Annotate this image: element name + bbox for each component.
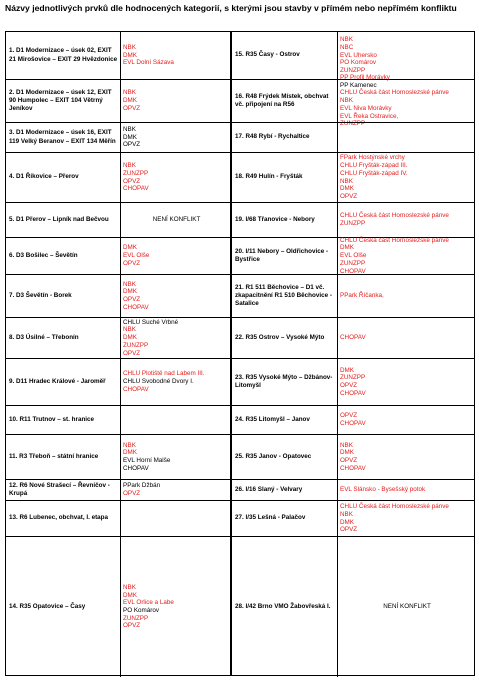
conflict-item: PP Profil Morávky [340,74,390,82]
conflict-list [337,153,474,202]
project-name [232,153,337,202]
project-name-text: 15. R35 Časy - Ostrov [235,51,300,59]
project-name-text: 28. I/42 Brno VMO Žabovřeská I. [235,602,331,610]
conflict-item: CHLU Česká část Hornoslezské pánve [340,503,449,511]
conflict-item: DMK [340,449,354,457]
project-name-text: 11. R3 Třeboň – státní hranice [9,452,99,460]
project-name-text: 2. D1 Modernizace – úsek 12, EXIT 90 Humpolec – EXIT 104 Větrný Jeníkov [9,88,112,113]
project-name-text: 22. R35 Ostrov – Vysoké Mýto [235,333,325,341]
table-row [232,405,474,434]
conflict-item: DMK [340,518,354,526]
project-name-text: 13. R6 Lubenec, obchvat, I. etapa [9,514,109,522]
conflict-item: CHLU Fryšták-západ III. [340,162,408,170]
project-name-text: 27. I/35 Lešná - Palačov [235,514,306,522]
project-name-text: 1. D1 Modernizace – úsek 02, EXIT 21 Mirošovice – EXIT 29 Hvězdonice [9,47,118,63]
conflict-item: CHOPAV [123,303,149,311]
conflict-item: CHOPAV [340,420,366,427]
table-row [232,274,474,317]
table-row [6,536,230,677]
conflict-item: ZUNZPP [340,259,366,267]
project-name-text: 14. R35 Opatovice – Časy [9,602,86,610]
project-name-text: 12. R6 Nové Strašecí – Řevničov - Krupá [9,481,110,497]
project-name-text: 7. D3 Ševětín - Borek [9,291,72,299]
project-name-text: 4. D1 Říkovice – Přerov [9,173,79,181]
conflict-list [337,32,474,79]
table-row [6,434,230,479]
conflict-item: NBK [123,43,136,51]
table-row [232,32,474,79]
conflict-item: DMK [340,366,354,374]
conflict-item: DMK [123,591,137,599]
conflict-item: CHLU Svobodné Dvory I. [123,378,194,386]
project-name [6,406,120,434]
conflict-item: DMK [340,244,354,252]
conflict-list [337,318,474,358]
conflict-list [120,32,230,79]
project-name-text: 6. D3 Bošilec – Ševětín [9,251,78,259]
table-row [6,405,230,434]
table-row [6,122,230,152]
project-name [232,537,337,677]
conflict-item: EVL Orlice a Labe [123,599,174,607]
conflict-list [120,480,230,500]
table-row [232,317,474,358]
conflict-list [337,203,474,237]
table-row [232,237,474,274]
project-name [6,238,120,274]
project-name-text: 23. R35 Vysoké Mýto – Džbánov-Litomyšl [235,373,333,389]
table-row [6,317,230,358]
project-name [232,501,337,536]
conflict-list [120,275,230,317]
project-name [6,275,120,317]
conflict-item: NBK [123,280,136,288]
project-name [232,480,337,500]
conflict-list [337,537,474,677]
conflict-item: NBK [340,441,353,449]
conflict-list [120,501,230,536]
conflict-item: PPark Říčanka, [340,292,384,300]
conflict-item: OPVZ [340,457,358,464]
conflict-table [5,31,475,676]
project-name-text: 8. D3 Úsilné – Třebonín [9,333,79,341]
conflict-item: OPVZ [123,490,141,497]
project-name-text: 18. R49 Hulín - Fryšták [235,173,303,181]
project-name [6,537,120,677]
conflict-list [120,435,230,479]
conflict-item: CHOPAV [123,385,149,393]
table-row [6,79,230,122]
conflict-item: CHOPAV [340,334,366,342]
conflict-item: DMK [123,449,137,457]
conflict-item: DMK [123,133,137,141]
conflict-item: EVL Řeka Ostravice, [340,112,399,120]
conflict-item: CHOPAV [340,389,366,397]
conflict-item: PO Komárov [123,607,160,614]
conflict-item: OPVZ [123,177,141,185]
conflict-list [337,480,474,500]
project-name-text: 26. I/16 Slaný - Velvary [235,485,303,493]
conflict-list [337,74,474,128]
conflict-item: CHOPAV [340,464,366,472]
table-row [6,202,230,237]
conflict-item: OPVZ [123,141,141,149]
conflict-item: OPVZ [123,622,141,630]
conflict-item: NBK [123,441,136,449]
conflict-item: NBK [340,177,353,185]
table-row [6,500,230,536]
project-name [6,501,120,536]
project-name [6,80,120,122]
conflict-item: ZUNZPP [123,614,149,622]
project-name-text: 9. D11 Hradec Králové - Jaroměř [9,377,106,385]
conflict-list [337,501,474,536]
no-conflict-label: NENÍ KONFLIKT [152,216,201,224]
project-name [6,318,120,358]
document-title: Názvy jednotlivých prvků dle hodnocených kategorií, s kterými jsou stavby v přímém nebo nepřímém konfliktu [5,3,457,13]
conflict-list [337,435,474,479]
no-conflict-label: NENÍ KONFLIKT [383,603,431,611]
project-name-text: 5. D1 Přerov – Lipník nad Bečvou [9,215,109,223]
conflict-list [120,80,230,122]
conflict-item: NBK [340,510,353,518]
project-name-text: 16. R48 Frýdek Místek, obchvat vč. připojení na R56 [235,92,329,108]
conflict-list [120,537,230,677]
table-row [232,536,474,677]
conflict-item: ZUNZPP [123,169,149,177]
project-name-text: 17. R48 Rybí - Rychaltice [235,133,310,141]
conflict-item: NBK [123,125,136,133]
conflict-item: OPVZ [340,192,358,200]
table-row [6,237,230,274]
conflict-item: NBC [340,43,354,51]
conflict-list [120,238,230,274]
project-name [6,480,120,500]
conflict-item: NBK [123,162,136,170]
project-name [6,32,120,79]
project-name [6,153,120,202]
project-name-text: 25. R35 Janov - Opatovec [235,452,312,460]
conflict-list [120,406,230,434]
table-row [232,434,474,479]
table-row [6,479,230,500]
conflict-item: PP Kamenec [340,81,377,89]
conflict-item: DMK [123,288,137,296]
conflict-item: EVL Niva Morávky [340,104,392,112]
conflict-item: FPark Hostýnské vrchy [340,154,405,162]
conflict-list [337,275,474,317]
conflict-item: DMK [123,51,137,59]
conflict-list [120,153,230,202]
conflict-item: EVL Dolní Sázava [123,59,174,67]
table-row [232,479,474,500]
table-row [6,274,230,317]
conflict-item: PPark Džbán [123,482,161,490]
conflict-item: OPVZ [340,526,358,534]
project-name [232,359,337,405]
conflict-list [120,123,230,152]
table-row [6,152,230,202]
conflict-item: CHOPAV [123,464,149,472]
project-name [6,359,120,405]
project-name [232,275,337,317]
conflict-item: ZUNZPP [340,120,366,128]
conflict-item: CHOPAV [123,185,149,193]
table-row [6,32,230,79]
conflict-item: NBK [340,36,353,44]
table-row [232,152,474,202]
project-name-text: 21. R1 511 Běchovice – D1 vč. zkapacitnění R1 510 Běchovice - Satalice [235,283,332,308]
conflict-item: OPVZ [340,412,358,420]
project-name [232,238,337,274]
conflict-item: EVL Slánsko - Bysešský potok [340,486,426,494]
conflict-item: NBK [340,97,353,105]
conflict-item: OPVZ [123,104,141,112]
project-name-text: 20. I/11 Nebory – Oldřichovice - Bystřice [235,247,329,263]
project-name [232,406,337,434]
conflict-item: ZUNZPP [340,220,366,227]
project-name [6,203,120,237]
conflict-item: EVL Horní Malše [123,457,171,464]
conflict-item: CHLU Fryšták-západ IV. [340,169,408,177]
table-row [232,122,474,152]
conflict-item: CHLU Česká část Hornoslezské pánve [340,89,449,97]
conflict-item: DMK [123,97,137,105]
project-name [232,318,337,358]
conflict-item: NBK [123,326,136,334]
conflict-item: NBK [123,583,136,591]
table-row [232,202,474,237]
conflict-list [337,359,474,405]
project-name [232,32,337,79]
conflict-list [337,406,474,434]
project-name [232,203,337,237]
conflict-item: ZUNZPP [340,67,366,75]
conflict-item: OPVZ [123,259,141,267]
conflict-list [120,359,230,405]
project-name [232,80,337,122]
table-row [232,500,474,536]
conflict-item: DMK [123,244,137,252]
conflict-item: DMK [123,334,137,342]
conflict-item: CHLU Česká část Hornoslezské pánve [340,212,449,220]
conflict-item: NBK [123,89,136,97]
conflict-item: CHLU Plotiště nad Labem III. [123,370,205,378]
table-row [232,358,474,405]
conflict-item: EVL Olše [340,252,367,260]
conflict-item: EVL Uhersko [340,51,377,59]
table-row [6,358,230,405]
conflict-item: OPVZ [123,349,141,357]
project-name-text: 10. R11 Trutnov – st. hranice [9,415,95,423]
conflict-list [120,318,230,358]
conflict-item: ZUNZPP [123,341,149,349]
project-name [232,123,337,152]
conflict-item: CHLU Česká část Hornoslezské pánve [340,236,449,244]
project-name [6,123,120,152]
project-name-text: 3. D1 Modernizace – úsek 16, EXIT 119 Velký Beranov – EXIT 134 Měřín [9,129,116,145]
project-name-text: 19. I/68 Třanovice - Nebory [235,215,315,223]
conflict-item: PO Komárov [340,59,377,67]
conflict-item: OPVZ [123,296,141,303]
project-name [6,435,120,479]
conflict-item: EVL Olše [123,252,150,260]
conflict-item: DMK [340,185,354,193]
conflict-item: ZUNZPP [340,374,366,382]
conflict-item: CHLU Suché Vrbné [123,318,179,326]
conflict-list [337,123,474,152]
conflict-list [337,238,474,274]
project-name [232,435,337,479]
conflict-item: CHOPAV [340,267,366,275]
project-name-text: 24. R35 Litomyšl – Janov [235,415,310,423]
table-row [232,74,474,128]
conflict-item: OPVZ [340,382,358,389]
conflict-list [120,203,230,237]
